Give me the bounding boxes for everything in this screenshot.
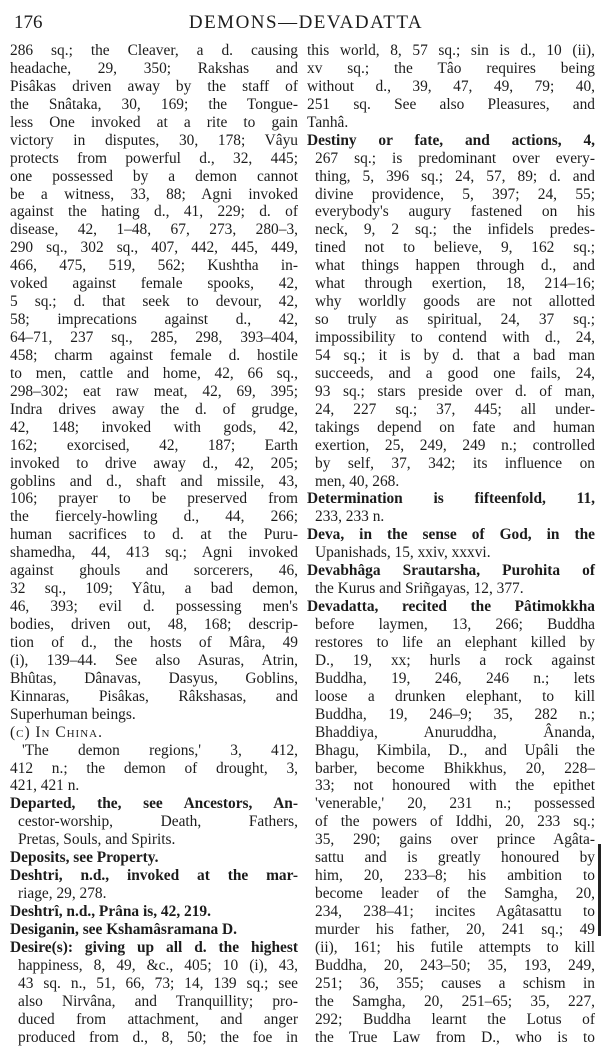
index-line: sattu and is greatly honoured by — [315, 849, 595, 867]
index-line: the Snâtaka, 30, 169; the Tongue- — [10, 95, 298, 113]
margin-rule — [598, 844, 601, 936]
entry-destiny: Destiny or fate, and actions, 4, — [307, 131, 595, 149]
index-line: 251 sq. See also Pleasures, and — [307, 95, 595, 113]
index-line: (ii), 161; his futile attempts to kill — [315, 938, 595, 956]
index-line: Indra drives away the d. of grudge, — [10, 400, 298, 418]
index-line: 466, 475, 519, 562; Kushtha in- — [10, 257, 298, 275]
index-line: Buddha, 19, 246, 246 n.; lets — [315, 669, 595, 687]
index-line: tined not to believe, 9, 162 sq.; — [315, 239, 595, 257]
index-line: Pisâkas driven away by the staff of — [10, 77, 298, 95]
index-line: divine providence, 5, 397; 24, 55; — [315, 185, 595, 203]
entry-devadatta: Devadatta, recited the Pâtimokkha — [307, 598, 595, 616]
index-line: voked against female spooks, 42, — [10, 275, 298, 293]
index-line: xv sq.; the Tâo requires being — [307, 59, 595, 77]
index-line: bodies, driven out, 48, 168; descrip- — [10, 616, 298, 633]
index-line: 32 sq., 109; Yâtu, a bad demon, — [10, 580, 298, 598]
index-line: 43 sq. n., 51, 66, 73; 14, 139 sq.; see — [18, 974, 298, 992]
index-line: 46, 393; evil d. possessing men's — [10, 598, 298, 616]
index-line: 'venerable,' 20, 231 n.; possessed — [315, 795, 595, 813]
index-line: Bhaddiya, Anuruddha, Ânanda, — [315, 723, 595, 741]
index-line: less One invoked at a rite to gain — [10, 113, 298, 131]
index-line: goblins and d., shaft and missile, 43, — [10, 472, 298, 490]
index-line: the Kurus and Sriñgayas, 12, 377. — [315, 580, 524, 598]
index-line: murder his father, 20, 241 sq.; 49 — [315, 920, 595, 938]
index-line: disease, 42, 1–48, 67, 273, 280–3, — [10, 221, 298, 239]
index-line: Buddha, 20, 243–50; 35, 193, 249, — [315, 956, 595, 974]
index-line: 290 sq., 302 sq., 407, 442, 445, 449, — [10, 239, 298, 257]
right-column — [307, 42, 595, 1047]
index-line: 58; imprecations against d., 42, — [10, 311, 298, 329]
entry-desiganin: Desiganin, see Kshamâsramana D. — [10, 920, 238, 938]
entry-deva: Deva, in the sense of God, in the — [307, 526, 595, 544]
index-line: why worldly goods are not allotted — [315, 293, 595, 311]
entry-desires: Desire(s): giving up all d. the highest — [10, 938, 298, 956]
index-line: before laymen, 13, 266; Buddha — [315, 616, 595, 633]
index-line: of the powers of Iddhi, 20, 233 sq.; — [315, 813, 595, 831]
index-line: 412 n.; the demon of drought, 3, — [10, 759, 298, 777]
index-line: happiness, 8, 49, &c., 405; 10 (i), 43, — [18, 956, 298, 974]
index-line: to men, cattle and home, 42, 66 sq., — [10, 364, 298, 382]
index-line: neck, 9, 2 sq.; the infidels predes- — [315, 221, 595, 239]
index-line: 298–302; eat raw meat, 42, 69, 395; — [10, 382, 298, 400]
index-line: this world, 8, 57 sq.; sin is d., 10 (ii), — [307, 42, 595, 59]
index-line: the Samgha, 20, 251–65; 35, 227, — [315, 992, 595, 1010]
index-line: 251; 36, 355; causes a schism in — [315, 974, 595, 992]
index-line: 267 sq.; is predominant over every- — [315, 149, 595, 167]
index-line: against ghouls and sorcerers, 46, — [10, 562, 298, 580]
index-line: D., 19, xx; hurls a rock against — [315, 651, 595, 669]
index-line: produced from d., 8, 50; the foe in — [18, 1028, 298, 1046]
entry-deposits: Deposits, see Property. — [10, 849, 159, 867]
index-line: duced from attachment, and anger — [18, 1010, 298, 1028]
index-line: protects from powerful d., 32, 445; — [10, 149, 298, 167]
index-line: men, 40, 268. — [315, 472, 400, 490]
index-line: 458; charm against female d. hostile — [10, 346, 298, 364]
index-line: 421, 421 n. — [10, 777, 80, 795]
index-line: cestor-worship, Death, Fathers, — [18, 813, 298, 831]
index-line: by self, 37, 342; its influence on — [315, 454, 595, 472]
index-line: Bhagu, Kimbila, D., and Upâli the — [315, 741, 595, 759]
index-line: 42, 148; invoked with gods, 42, — [10, 418, 298, 436]
index-line: Bhûtas, Dânavas, Dasyus, Goblins, — [10, 669, 298, 687]
entry-deshtri-2: Deshtrî, n.d., Prâna is, 42, 219. — [10, 903, 211, 920]
index-line: 93 sq.; stars preside over d. of man, — [315, 382, 595, 400]
entry-determination: Determination is fifteenfold, 11, — [307, 490, 595, 508]
subsection-heading: (c) In China. — [10, 723, 103, 741]
index-line: takings depend on fate and human — [315, 418, 595, 436]
index-line: 33; not honoured with the epithet — [315, 777, 595, 795]
index-line: loose a drunken elephant, to kill — [315, 687, 595, 705]
index-line: invoked to drive away d., 42, 205; — [10, 454, 298, 472]
index-line: Buddha, 19, 246–9; 35, 282 n.; — [315, 705, 595, 723]
index-line: the True Law from D., who is to — [315, 1028, 595, 1046]
index-line: headache, 29, 350; Rakshas and — [10, 59, 298, 77]
index-line: 54 sq.; it is by d. that a bad man — [315, 346, 595, 364]
index-line: 24, 227 sq.; 37, 445; all under- — [315, 400, 595, 418]
index-line: Superhuman beings. — [10, 705, 136, 723]
index-line: 286 sq.; the Cleaver, a d. causing — [10, 42, 298, 59]
index-line: what through exertion, 18, 214–16; — [315, 275, 595, 293]
entry-deshtri: Deshtri, n.d., invoked at the mar- — [10, 867, 298, 885]
page-number: 176 — [14, 12, 43, 33]
index-line: 234, 238–41; incites Agâtasattu to — [315, 903, 595, 920]
entry-devabhaga: Devabhâga Srautarsha, Purohita of — [307, 562, 595, 580]
index-line: be a witness, 33, 88; Agni invoked — [10, 185, 298, 203]
index-line: exertion, 25, 249, 249 n.; controlled — [315, 436, 595, 454]
index-line: tion of d., the hosts of Mâra, 49 — [10, 633, 298, 651]
index-line: him, 20, 233–8; his ambition to — [315, 867, 595, 885]
index-line: Pretas, Souls, and Spirits. — [18, 831, 176, 849]
index-line: (i), 139–44. See also Asuras, Atrin, — [10, 651, 298, 669]
index-line: 35, 290; gains over prince Agâta- — [315, 831, 595, 849]
index-line: victory in disputes, 30, 178; Vâyu — [10, 131, 298, 149]
index-line: 64–71, 237 sq., 285, 298, 393–404, — [10, 329, 298, 346]
index-line: 106; prayer to be preserved from — [10, 490, 298, 508]
index-line: restores to life an elephant killed by — [315, 633, 595, 651]
index-line: Upanishads, 15, xxiv, xxxvi. — [315, 544, 491, 562]
index-line: 162; exorcised, 42, 187; Earth — [10, 436, 298, 454]
index-line: without d., 39, 47, 49, 79; 40, — [307, 77, 595, 95]
left-column — [10, 42, 298, 1047]
index-line: what things happen through d., and — [315, 257, 595, 275]
index-line: also Nirvâna, and Tranquillity; pro- — [18, 992, 298, 1010]
index-line: thing, 5, 396 sq.; 24, 57, 89; d. and — [315, 167, 595, 185]
index-line: against the hating d., 41, 229; d. of — [10, 203, 298, 221]
index-line: human sacrifices to d. at the Puru- — [10, 526, 298, 544]
index-line: shamedha, 44, 413 sq.; Agni invoked — [10, 544, 298, 562]
entry-departed: Departed, the, see Ancestors, An- — [10, 795, 298, 813]
index-line: impossibility to contend with d., 24, — [315, 329, 595, 346]
index-line: so truly as spiritual, 24, 37 sq.; — [315, 311, 595, 329]
index-line: Tanhâ. — [307, 113, 349, 131]
index-line: the fiercely-howling d., 44, 266; — [10, 508, 298, 526]
index-line: 'The demon regions,' 3, 412, — [22, 741, 298, 759]
index-line: everybody's augury fastened on his — [315, 203, 595, 221]
index-line: Kinnaras, Pisâkas, Râkshasas, and — [10, 687, 298, 705]
index-line: 233, 233 n. — [315, 508, 385, 526]
index-line: become leader of the Samgha, 20, — [315, 885, 595, 903]
index-line: one possessed by a demon cannot — [10, 167, 298, 185]
index-line: riage, 29, 278. — [18, 885, 107, 903]
index-line: 292; Buddha learnt the Lotus of — [315, 1010, 595, 1028]
index-line: barber, become Bhikkhus, 20, 228– — [315, 759, 595, 777]
index-line: 5 sq.; d. that seek to devour, 42, — [10, 293, 298, 311]
page-header — [14, 12, 598, 36]
running-title: DEMONS—DEVADATTA — [188, 12, 424, 33]
index-line: succeeds, and a good one fails, 24, — [315, 364, 595, 382]
